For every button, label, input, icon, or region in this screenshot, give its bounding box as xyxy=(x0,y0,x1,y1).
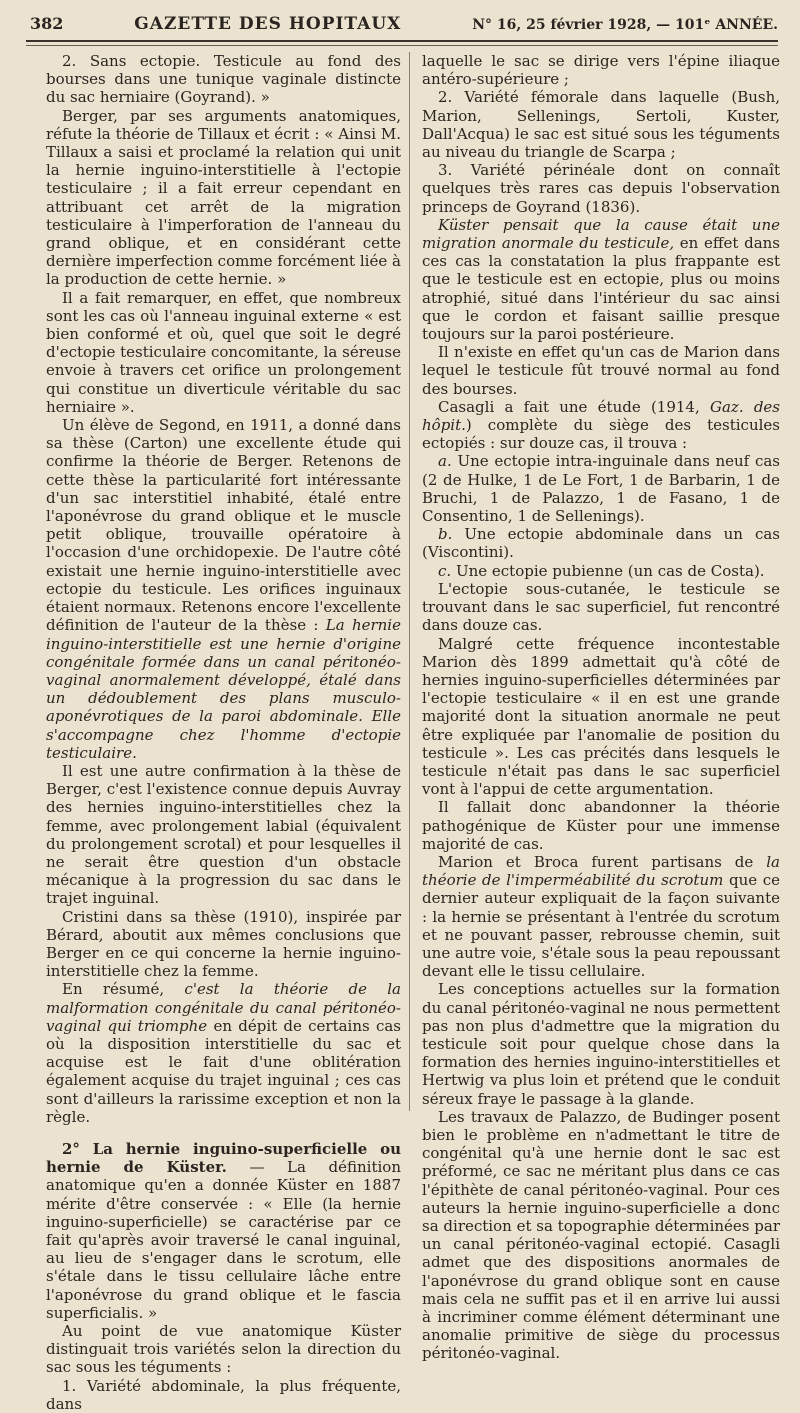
paragraph-text: Marion et Broca furent partisans de xyxy=(438,852,767,871)
column-separator xyxy=(409,52,410,1111)
paragraph: Les conceptions actuelles sur la formation du canal péritonéo-vaginal ne nous permettent pas non plus d'admettre que la migration du testicule soit pour quelque chose dans la formation des hernies inguino-interstitielles et Hertwig va plus loin et prétend que le conduit séreux fraye le passage à la glande. xyxy=(422,980,780,1108)
paragraph: Cristini dans sa thèse (1910), inspirée par Bérard, aboutit aux mêmes conclusions que Berger en ce qui concerne la hernie inguino-interstitielle chez la femme. xyxy=(46,907,401,981)
paragraph-text: En résumé, xyxy=(62,980,185,999)
header-rule xyxy=(26,40,778,42)
paragraph xyxy=(422,452,780,525)
list-marker: c. xyxy=(438,561,452,580)
italic-text: la théorie de l'imperméabilité du scrotum xyxy=(422,852,780,890)
italic-text: Küster pensait que la cause était une migration anormale du testicule, xyxy=(422,215,780,253)
paragraph xyxy=(46,416,401,762)
paragraph-text: Casagli a fait une étude (1914, xyxy=(438,397,710,416)
paragraph: Il fallait donc abandonner la théorie pathogénique de Küster pour une immense majorité de cas. xyxy=(422,798,780,853)
paragraph: Berger, par ses arguments anatomiques, réfute la théorie de Tillaux et écrit : « Ainsi M. Tillaux a saisi et proclamé la relation qui unit la hernie inguino-interstitielle à l'ectopie testiculaire ; il a fait erreur cependant en attribuant cet arrêt de la migration testiculaire à l'imperforation de l'anneau du grand oblique, et en considérant cette dernière imperfection comme forcément liée à la production de cette hernie. » xyxy=(46,106,401,289)
paragraph-text: en effet dans ces cas la constatation la plus frappante est que le testicule est en ectopie, plus ou moins atrophié, situé dans l'intérieur du sac ainsi que le cordon et faisant saillie presque toujours sur la paroi postérieure. xyxy=(422,234,780,344)
paragraph-text: Une ectopie intra-inguinale dans neuf cas (2 de Hulke, 1 de Le Fort, 1 de Barbarin, 1 de Bruchi, 1 de Palazzo, 1 de Fasano, 1 de Consentino, 1 de Sellenings). xyxy=(422,452,780,526)
paragraph xyxy=(422,398,780,453)
paragraph xyxy=(422,525,780,561)
italic-text: c'est la théorie de la malformation congénitale du canal péritonéo-vaginal qui triomphe xyxy=(46,980,402,1035)
paragraph-text: ) complète du siège des testicules ectopiés : sur douze cas, il trouva : xyxy=(422,416,780,453)
paragraph: 3. Variété périnéale dont on connaît quelques très rares cas depuis l'observation princeps de Goyrand (1836). xyxy=(422,161,780,216)
journal-title: GAZETTE DES HOPITAUX xyxy=(134,14,402,34)
page-number: 382 xyxy=(30,14,64,33)
paragraph: Les travaux de Palazzo, de Budinger posent bien le problème en n'admettant le titre de congénital qu'à une hernie dont le sac est préformé, ce sac ne méritant plus dans ce cas l'épithète de canal péritonéo-vaginal. Pour ces auteurs la hernie inguino-superficielle a donc sa direction et sa topographie déterminées par un canal péritonéo-vaginal ectopié. Casagli admet que des dispositions anormales de l'aponévrose du grand oblique sont en cause mais cela ne suffit pas et il en arrive lui aussi à incriminer comme élément déterminant une anomalie primitive de siège du processus péritonéo-vaginal. xyxy=(422,1107,780,1363)
paragraph xyxy=(422,562,780,580)
header-rule-thin xyxy=(26,45,778,46)
paragraph: Malgré cette fréquence incontestable Marion dès 1899 admettait qu'à côté de hernies inguino-superficielles déterminées par l'ectopie testiculaire « il en est une grande majorité dont la situation anormale ne peut être expliquée par l'anomalie de position du testicule ». Les cas précités dans lesquels le testicule n'était pas dans le sac superficiel vont à l'appui de cette argumentation. xyxy=(422,634,780,799)
paragraph-text: — La définition anatomique qu'en a donnée Küster en 1887 mérite d'être conservée : « Elle (la hernie inguino-superficielle) se caractérise par ce fait qu'après avoir traversé le canal inguinal, au lieu de s'engager dans le scrotum, elle s'étale dans le tissu cellulaire lâche entre l'aponévrose du grand oblique et le fascia superficialis. » xyxy=(46,1158,401,1322)
paragraph: laquelle le sac se dirige vers l'épine iliaque antéro-supérieure ; xyxy=(422,52,780,89)
paragraph-text: Un élève de Segond, en 1911, a donné dans sa thèse (Carton) une excellente étude qui confirme la théorie de Berger. Retenons de cette thèse la particularité fort intéressante d'un sac interstitiel inhabité, étalé entre l'aponévrose du grand oblique et le muscle petit oblique, trouvaille opératoire à l'occasion d'une orchidopexie. De l'autre côté existait une hernie inguino-interstitielle avec ectopie du testicule. Les orifices inguinaux étaient normaux. Retenons encore l'excellente définition de l'auteur de la thèse : xyxy=(46,416,401,635)
paragraph xyxy=(46,980,401,1126)
paragraph: L'ectopie sous-cutanée, le testicule se trouvant dans le sac superficiel, fut rencontré dans douze cas. xyxy=(422,579,780,635)
issue-info: N° 16, 25 février 1928, — 101ᵉ ANNÉE. xyxy=(472,17,778,33)
page-header xyxy=(30,14,778,40)
right-column xyxy=(422,52,780,1363)
paragraph-text: Une ectopie abdominale dans un cas (Viscontini). xyxy=(422,525,780,562)
paragraph: 2. Sans ectopie. Testicule au fond des bourses dans une tunique vaginale distincte du sac herniaire (Goyrand). » xyxy=(46,52,401,107)
paragraph-text: Une ectopie pubienne (un cas de Costa). xyxy=(451,561,765,580)
italic-text: La hernie inguino-interstitielle est une hernie d'origine congénitale formée dans un canal péritonéo-vaginal anormalement développé, étalé dans un dédoublement des plans musculo-aponévrotiques de la paroi abdominale. Elle s'accompagne chez l'homme d'ectopie testiculaire. xyxy=(46,616,401,762)
italic-text: Gaz. des hôpit. xyxy=(422,397,780,435)
paragraph: Il n'existe en effet qu'un cas de Marion dans lequel le testicule fût trouvé normal au fond des bourses. xyxy=(422,343,780,398)
paragraph xyxy=(46,1140,401,1322)
section-heading: 2° La hernie inguino-superficielle ou hernie de Küster. xyxy=(46,1139,401,1177)
paragraph: Au point de vue anatomique Küster distinguait trois variétés selon la direction du sac sous les téguments : xyxy=(46,1322,401,1377)
paragraph xyxy=(422,216,780,343)
paragraph-text: en dépit de certains cas où la disposition interstitielle du sac et acquise est le fait d'une oblitération également acquise du trajet inguinal ; ces cas sont d'ailleurs la rarissime exception et non la règle. xyxy=(46,1016,401,1126)
paragraph: Il est une autre confirmation à la thèse de Berger, c'est l'existence connue depuis Auvray des hernies inguino-interstitielles chez la femme, avec prolongement labial (équivalent du prolongement scrotal) et pour lesquelles il ne serait être question d'un obstacle mécanique à la progression du sac dans le trajet inguinal. xyxy=(46,761,401,908)
list-marker: a. xyxy=(438,452,452,471)
paragraph-text: que ce dernier auteur expliquait de la façon suivante : la hernie se présentant à l'entrée du scrotum et ne pouvant passer, rebrousse chemin, suit une autre voie, s'étale sous la peau repoussant devant elle le tissu cellulaire. xyxy=(422,871,780,981)
left-column xyxy=(46,52,401,1413)
list-marker: b. xyxy=(438,525,453,544)
paragraph: 1. Variété abdominale, la plus fréquente, dans xyxy=(46,1376,401,1413)
paragraph xyxy=(422,853,780,980)
paragraph: 2. Variété fémorale dans laquelle (Bush, Marion, Sellenings, Sertoli, Kuster, Dall'Acqua) le sac est situé sous les téguments au niveau du triangle de Scarpa ; xyxy=(422,88,780,162)
paragraph: Il a fait remarquer, en effet, que nombreux sont les cas où l'anneau inguinal externe « est bien conformé et où, quel que soit le degré d'ectopie testiculaire concomitante, la séreuse envoie à travers cet orifice un prolongement qui constitue un diverticule véritable du sac herniaire ». xyxy=(46,288,401,416)
